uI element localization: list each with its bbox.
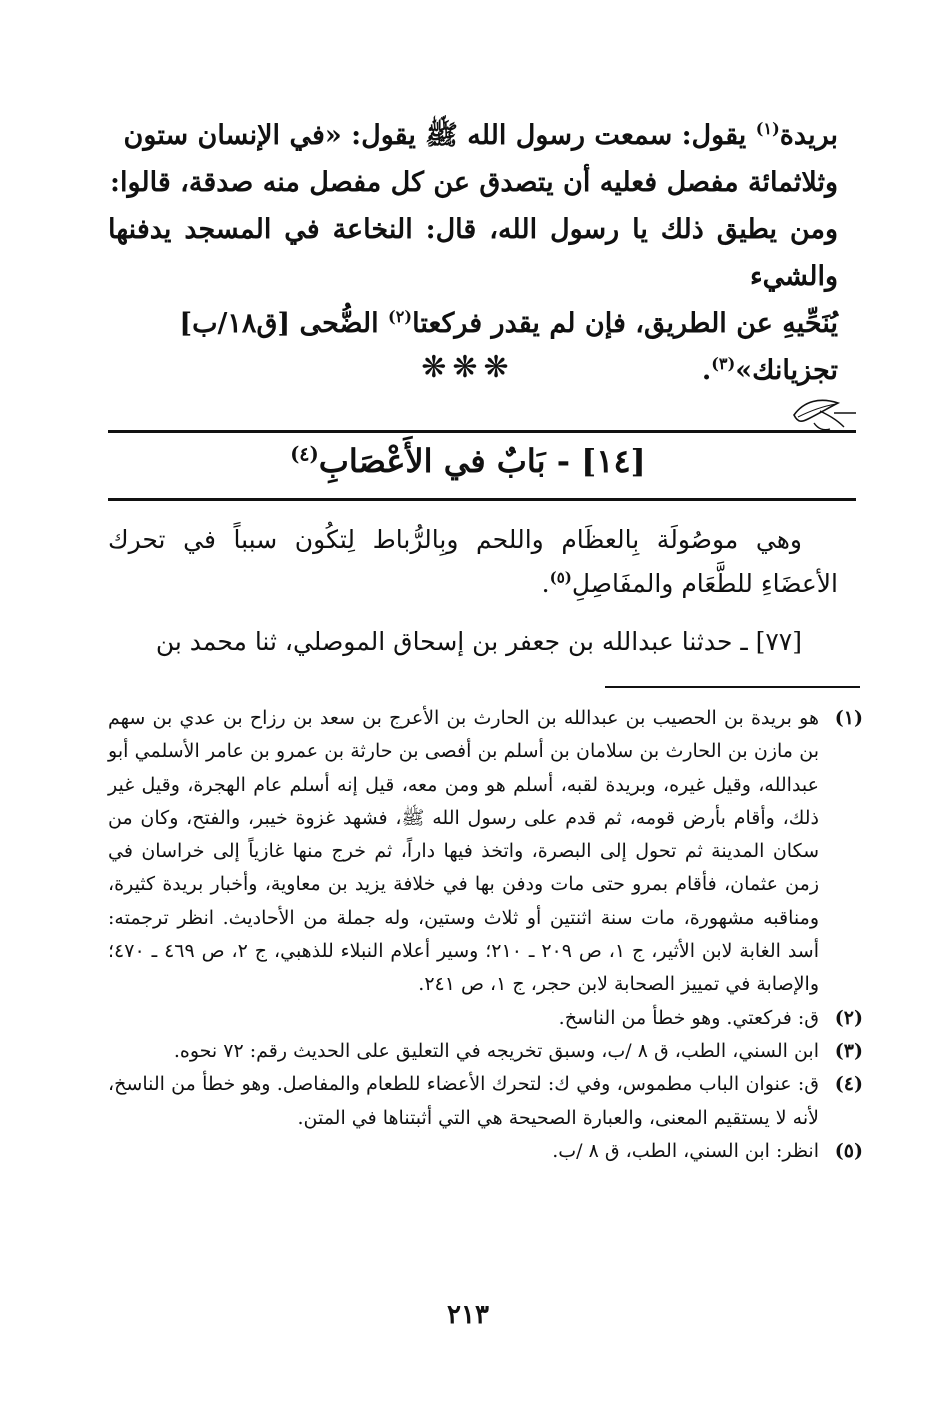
section-separator: ❋❋❋ <box>421 350 515 385</box>
hadith-text-segment: بريدة <box>779 120 838 151</box>
hadith-text-segment: . <box>701 355 712 386</box>
footnote-ref: (٢) <box>388 307 413 326</box>
hadith-text-segment: تجزيانك» <box>735 355 838 386</box>
hadith-text-segment: الضُّحى [ق١٨/ب] <box>179 308 389 339</box>
footnote <box>108 1035 863 1068</box>
page-number: ٢١٣ <box>447 1300 489 1330</box>
footnote-text: ابن السني، الطب، ق ٨ /ب، وسبق تخريجه في التعليق على الحديث رقم: ٧٢ نحوه. <box>173 1039 819 1062</box>
footnote <box>108 1135 863 1168</box>
chapter-title: [١٤] - بَابٌ في الأَعْصَابِ <box>318 442 646 480</box>
hadith-text-segment: يقول: سمعت رسول الله ﷺ يقول: «في الإنسان ستون <box>123 120 756 151</box>
hadith-line: وثلاثمائة مفصل فعليه أن يتصدق عن كل مفصل منه صدقة، قالوا: <box>109 167 838 198</box>
footnote-number: (٣) <box>834 1039 863 1062</box>
footnote-text: ق: عنوان الباب مطموس، وفي ك: لتحرك الأعضاء للطعام والمفاصل. وهو خطأ من الناسخ، لأنه لا يستقيم المعنى، والعبارة الصحيحة هي التي أثبتناها في المتن. <box>108 1073 819 1129</box>
chapter-heading <box>108 436 828 486</box>
footnote-number: (٥) <box>834 1139 863 1162</box>
footnote-number: (٤) <box>834 1073 863 1096</box>
hadith-chain: [٧٧] ـ حدثنا عبدالله بن جعفر بن إسحاق الموصلي، ثنا محمد بن <box>155 627 802 656</box>
hadith-text-segment: يُنَحِّيهِ عن الطريق، فإن لم يقدر فركعتا <box>412 308 838 339</box>
footnotes <box>108 702 863 1168</box>
intro-text: . <box>541 569 550 598</box>
hadith-line <box>108 300 838 347</box>
footnote-ref: (١) <box>755 119 780 138</box>
footnote-number: (٢) <box>834 1006 863 1029</box>
footnote-text: انظر: ابن السني، الطب، ق ٨ /ب. <box>552 1139 819 1162</box>
chapter-intro <box>108 518 838 664</box>
chapter-bottom-rule <box>108 498 856 501</box>
footnote-ref: (٥) <box>549 568 572 587</box>
intro-paragraph <box>108 518 838 606</box>
footnote-number: (١) <box>834 707 863 729</box>
footnote-text: ق: فركعتي. وهو خطأ من الناسخ. <box>558 1006 819 1029</box>
footnote-rule <box>605 686 860 688</box>
quill-ornament-icon <box>790 393 860 433</box>
chapter-top-rule <box>108 430 856 433</box>
hadith-line: ومن يطيق ذلك يا رسول الله، قال: النخاعة في المسجد يدفنها والشيء <box>108 214 838 292</box>
footnote <box>108 1068 863 1135</box>
footnote-text: هو بريدة بن الحصيب بن عبدالله بن الحارث بن الأعرج بن سعد بن رزاح بن عدي بن سهم بن مازن بن الحارث بن سلامان بن أسلم بن أفصى بن حارثة بن عمرو بن عامر الأسلمي أبو عبدالله، وقيل غيره، وبريدة لقبه، أسلم هو ومن معه، قيل إنه أسلم عام الهجرة، وقيل غير ذلك، وأقام بأرض قومه، ثم قدم على رسول الله ﷺ، فشهد غزوة خيبر، والفتح، وكان من سكان المدينة ثم تحول إلى البصرة، واتخذ فيها داراً، ثم خرج منها غازياً إلى خراسان في زمن عثمان، فأقام بمرو حتى مات ودفن بها في خلافة يزيد بن معاوية، وأخبار بريدة كثيرة، ومناقبه مشهورة، مات سنة اثنتين أو ثلاث وستين، وله جملة من الأحاديث. انظر ترجمته: أسد الغابة لابن الأثير، ج ١، ص ٢٠٩ ـ ٢١٠؛ وسير أعلام النبلاء للذهبي، ج ٢، ص ٤٦٩ ـ ٤٧٠؛ والإصابة في تمييز الصحابة لابن حجر، ج ١، ص ٢٤١. <box>108 707 819 996</box>
footnote <box>108 702 863 1002</box>
hadith-line <box>108 112 838 159</box>
footnote-ref: (٣) <box>711 354 736 373</box>
footnote <box>108 1002 863 1035</box>
footnote-ref: (٤) <box>290 442 319 466</box>
intro-text: وهي موصُولَة بِالعظَام واللحم وبِالرُّباط لِتكُون سبباً في تحرك الأعضَاءِ للطَّعَام والمفَاصِلِ <box>108 525 838 598</box>
